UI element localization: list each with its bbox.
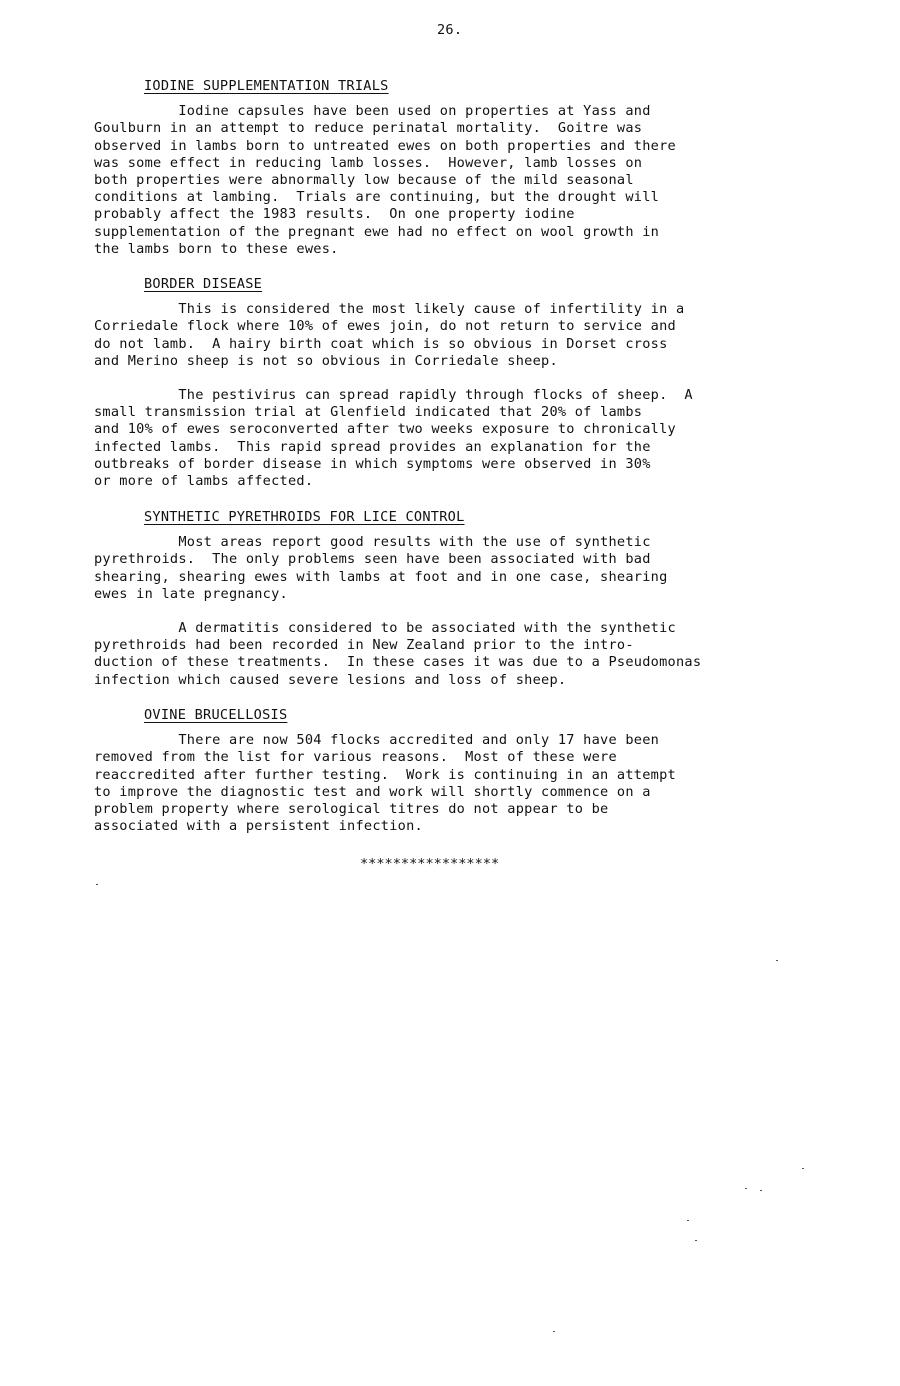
section-heading: SYNTHETIC PYRETHROIDS FOR LICE CONTROL [144, 509, 465, 525]
paragraph: A dermatitis considered to be associated with the synthetic pyrethroids had been recorded in New Zealand prior to the intro- duction of these treatments. In these cases it was due to a Pseudomonas infection which caused severe lesions and loss of sheep. [94, 620, 702, 688]
paragraph: The pestivirus can spread rapidly through flocks of sheep. A small transmission trial at Glenfield indicated that 20% of lambs and 10% of ewes seroconverted after two weeks exposure to chronically infected lambs. This rapid spread provides an explanation for the outbreaks of border disease in which symptoms were observed in 30% or more of lambs affected. [94, 387, 693, 490]
paragraph: This is considered the most likely cause of infertility in a Corriedale flock where 10% of ewes join, do not return to service and do not lamb. A hairy birth coat which is so obvious in Dorset cross and Merino sheep is not so obvious in Corriedale sheep. [94, 301, 685, 369]
section-synthetic-pyrethroids [94, 509, 854, 689]
scan-speck [776, 960, 778, 961]
section-ovine-brucellosis [94, 707, 854, 835]
scan-speck [96, 884, 98, 885]
scan-speck [687, 1220, 689, 1221]
scan-speck [802, 1168, 804, 1169]
section-border-disease [94, 276, 854, 490]
scan-speck [553, 1331, 555, 1332]
section-heading: IODINE SUPPLEMENTATION TRIALS [144, 78, 389, 94]
paragraph: Iodine capsules have been used on properties at Yass and Goulburn in an attempt to reduce perinatal mortality. Goitre was observed in lambs born to untreated ewes on both properties and there was some effect in reducing lamb losses. However, lamb losses on both properties were abnormally low because of the mild seasonal conditions at lambing. Trials are continuing, but the drought will probably affect the 1983 results. On one property iodine supplementation of the pregnant ewe had no effect on wool growth in the lambs born to these ewes. [94, 103, 676, 257]
section-iodine-supplementation-trials [94, 78, 854, 258]
paragraph: Most areas report good results with the use of synthetic pyrethroids. The only problems seen have been associated with bad shearing, shearing ewes with lambs at foot and in one case, shearing ewes in late pregnancy. [94, 534, 668, 602]
section-heading: BORDER DISEASE [144, 276, 263, 292]
paragraph: There are now 504 flocks accredited and only 17 have been removed from the list for various reasons. Most of these were reaccredited after further testing. Work is continuing in an attempt to improve the diagnostic test and work will shortly commence on a problem property where serological titres do not appear to be associated with a persistent infection. [94, 732, 676, 835]
page-number: 26. [437, 22, 463, 38]
end-marker: ***************** [360, 856, 500, 872]
scan-speck [695, 1240, 697, 1241]
scan-speck [760, 1190, 762, 1191]
scan-speck [745, 1188, 747, 1189]
section-heading: OVINE BRUCELLOSIS [144, 707, 288, 723]
